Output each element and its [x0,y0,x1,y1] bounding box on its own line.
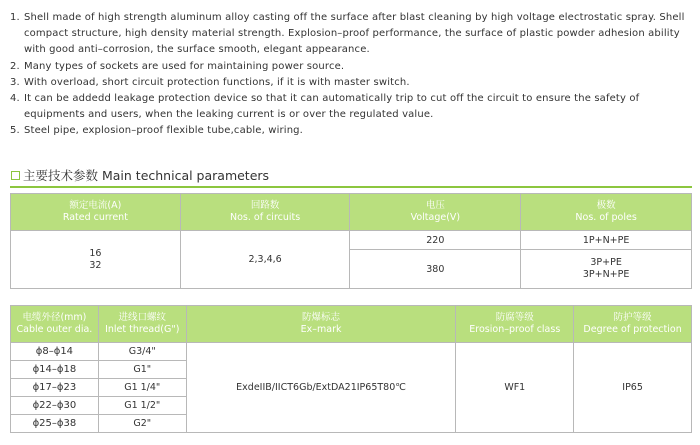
ex-mark-cell: ExdeIIB/IICT6Gb/ExtDA21IP65T80℃ [186,343,456,433]
poles-cell: 1P+N+PE [521,231,692,250]
header-en: Rated current [62,212,128,223]
rated-current-cell [11,231,181,289]
section-heading [11,166,269,184]
header-en: Nos. of poles [575,212,637,223]
table-row [11,231,692,250]
section-divider [10,186,692,188]
header-en: Cable outer dia. [16,324,93,335]
voltage-cell: 380 [350,250,521,289]
header-en: Erosion–proof class [469,324,561,335]
header-cn: 电压 [425,200,445,211]
header-voltage [350,194,521,231]
feature-text: It can be addedd leakage protection device so that it can automatically trip to cut off the circuit to ensure the safety of equipments and users, when the leaking current is or over the regulated value. [24,93,640,121]
feature-number: 5. [10,125,20,137]
header-ex-mark [186,306,456,343]
header-cn: 防腐等级 [495,312,534,323]
header-en: Voltage(V) [410,212,461,223]
voltage-cell: 220 [350,231,521,250]
table-header-row [11,306,692,343]
thread-cell: G1" [98,361,186,379]
feature-text: With overload, short circuit protection functions, if it is with master switch. [24,76,410,88]
erosion-class-cell: WF1 [456,343,574,433]
thread-cell: G1 1/4" [98,379,186,397]
thread-cell: G1 1/2" [98,397,186,415]
header-en: Ex–mark [300,324,342,335]
cable-dia-cell: ϕ8–ϕ14 [11,343,99,361]
header-cn: 极数 [596,200,616,211]
feature-item [10,10,696,59]
cable-dia-cell: ϕ17–ϕ23 [11,379,99,397]
rated-current-value: 16 [89,247,102,259]
thread-cell: G2" [98,415,186,433]
protection-cell: IP65 [574,343,692,433]
table-header-row [11,194,692,231]
poles-cell [521,250,692,289]
header-cn: 防护等级 [613,312,652,323]
header-circuits [180,194,350,231]
feature-text: Steel pipe, explosion–proof flexible tube,cable, wiring. [24,125,304,137]
header-protection [574,306,692,343]
header-cable-dia [11,306,99,343]
header-en: Inlet thread(G") [105,324,180,335]
rated-current-value: 32 [89,259,102,271]
feature-text: Many types of sockets are used for maintaining power source. [24,60,345,72]
header-rated-current [11,194,181,231]
cable-dia-cell: ϕ22–ϕ30 [11,397,99,415]
poles-value: 3P+PE [590,257,622,268]
feature-item [10,123,696,139]
cable-dia-cell: ϕ25–ϕ38 [11,415,99,433]
section-title: 主要技术参数 Main technical parameters [23,168,270,183]
feature-item [10,59,696,75]
electrical-parameters-table [10,193,692,289]
header-inlet-thread [98,306,186,343]
feature-text: Shell made of high strength aluminum alloy casting off the surface after blast cleaning by high voltage electrostatic spray. Shell compact structure, high density material strength. Explosion–proof performance, the surface of plastic powder adhesion ability with good anti–corrosion, the surface smooth, elegant appearance. [24,12,685,56]
poles-value: 3P+N+PE [582,269,630,280]
table-row [11,343,692,361]
header-poles [521,194,692,231]
mechanical-parameters-table [10,305,692,433]
feature-item [10,91,696,123]
header-en: Degree of protection [583,324,682,335]
header-en: Nos. of circuits [230,212,301,223]
header-erosion-class [456,306,574,343]
feature-number: 3. [10,76,20,88]
header-cn: 防爆标志 [302,312,341,323]
header-cn: 电缆外径(mm) [22,312,87,323]
cable-dia-cell: ϕ14–ϕ18 [11,361,99,379]
thread-cell: G3/4" [98,343,186,361]
header-cn: 额定电流(A) [69,200,122,211]
square-bullet-icon [11,171,20,180]
feature-number: 1. [10,12,20,23]
feature-number: 4. [10,93,20,105]
circuits-cell: 2,3,4,6 [180,231,350,289]
header-cn: 进线口螺纹 [118,312,167,323]
header-cn: 回路数 [250,200,280,211]
feature-list [10,10,696,140]
feature-number: 2. [10,60,20,72]
feature-item [10,75,696,91]
